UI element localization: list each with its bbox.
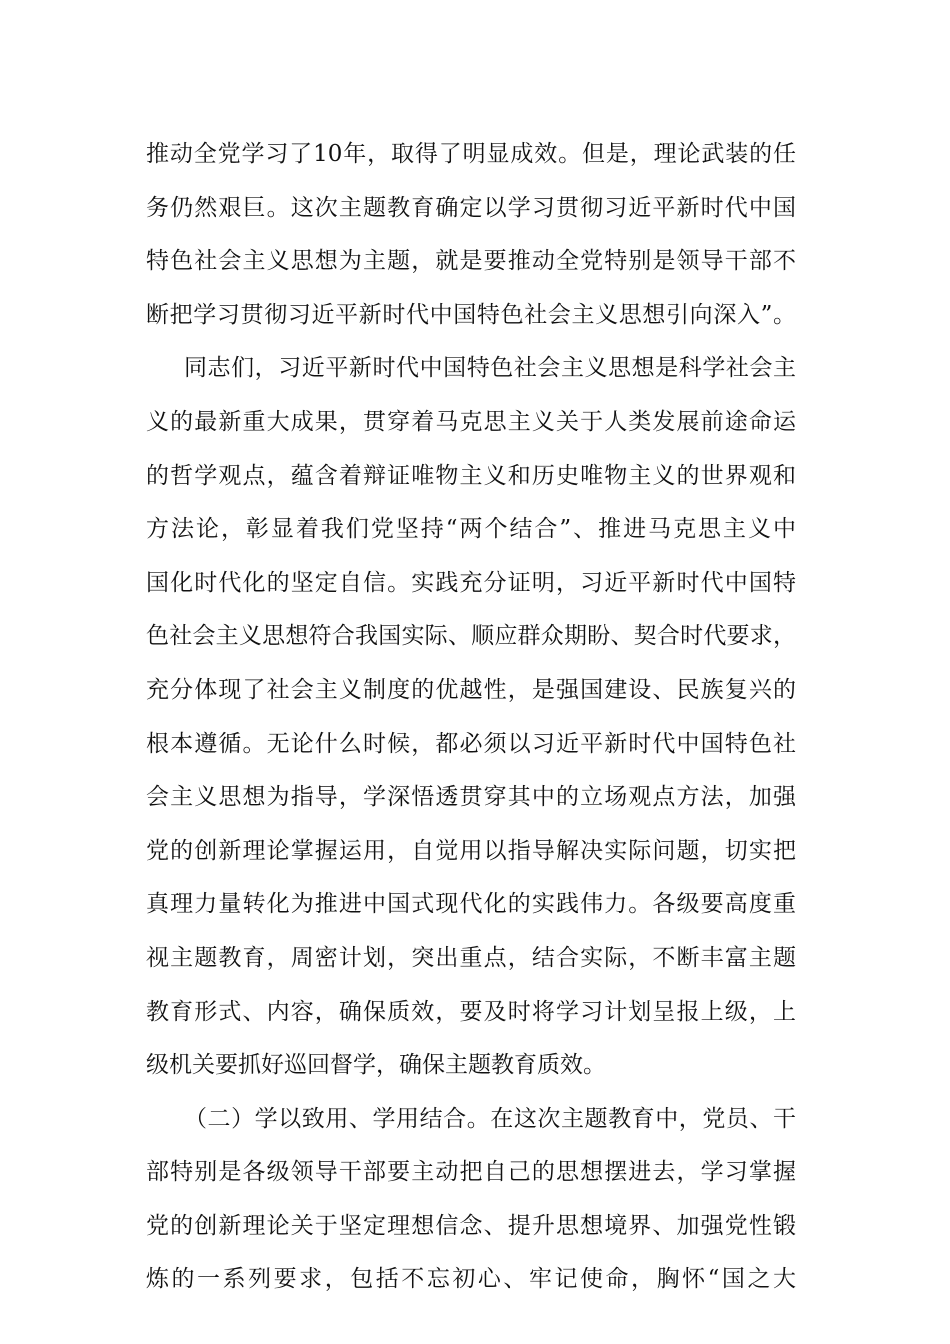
paragraph [146,342,796,1092]
paragraph [146,128,796,342]
text-line: 色社会主义思想符合我国实际、顺应群众期盼、契合时代要求， [146,623,796,650]
text-line: 充分体现了社会主义制度的优越性，是强国建设、民族复兴的 [146,676,796,703]
text-line: 务仍然艰巨。这次主题教育确定以学习贯彻习近平新时代中国 [146,194,796,221]
text-line: 根本遵循。无论什么时候，都必须以习近平新时代中国特色社 [146,730,796,757]
text-line: 视主题教育，周密计划，突出重点，结合实际，不断丰富主题 [146,944,796,971]
text-line: 会主义思想为指导，学深悟透贯穿其中的立场观点方法，加强 [146,784,796,811]
text-line: 级机关要抓好巡回督学，确保主题教育质效。 [146,1052,606,1079]
paragraph [146,1093,796,1307]
text-line: 炼的一系列要求，包括不忘初心、牢记使命，胸怀“国之大 [146,1266,796,1293]
text-line: 断把学习贯彻习近平新时代中国特色社会主义思想引向深入”。 [146,301,796,328]
text-line: 方法论，彰显着我们党坚持“两个结合”、推进马克思主义中 [146,516,796,543]
text-line: 党的创新理论掌握运用，自觉用以指导解决实际问题，切实把 [146,837,796,864]
text-line: 特色社会主义思想为主题，就是要推动全党特别是领导干部不 [146,248,796,275]
text-line: 义的最新重大成果，贯穿着马克思主义关于人类发展前途命运 [146,408,796,435]
text-line: 部特别是各级领导干部要主动把自己的思想摆进去，学习掌握 [146,1159,796,1186]
text-line: 同志们，习近平新时代中国特色社会主义思想是科学社会主 [184,355,796,382]
text-line: 推动全党学习了10年，取得了明显成效。但是，理论武装的任 [146,141,796,167]
text-line: 党的创新理论关于坚定理想信念、提升思想境界、加强党性锻 [146,1212,796,1239]
text-line: 教育形式、内容，确保质效，要及时将学习计划呈报上级，上 [146,998,796,1025]
text-line: 真理力量转化为推进中国式现代化的实践伟力。各级要高度重 [146,891,796,918]
text-line: 国化时代化的坚定自信。实践充分证明，习近平新时代中国特 [146,569,796,596]
text-line: （二）学以致用、学用结合。在这次主题教育中，党员、干 [184,1105,796,1132]
body-text [146,128,796,1307]
text-line: 的哲学观点，蕴含着辩证唯物主义和历史唯物主义的世界观和 [146,462,796,489]
